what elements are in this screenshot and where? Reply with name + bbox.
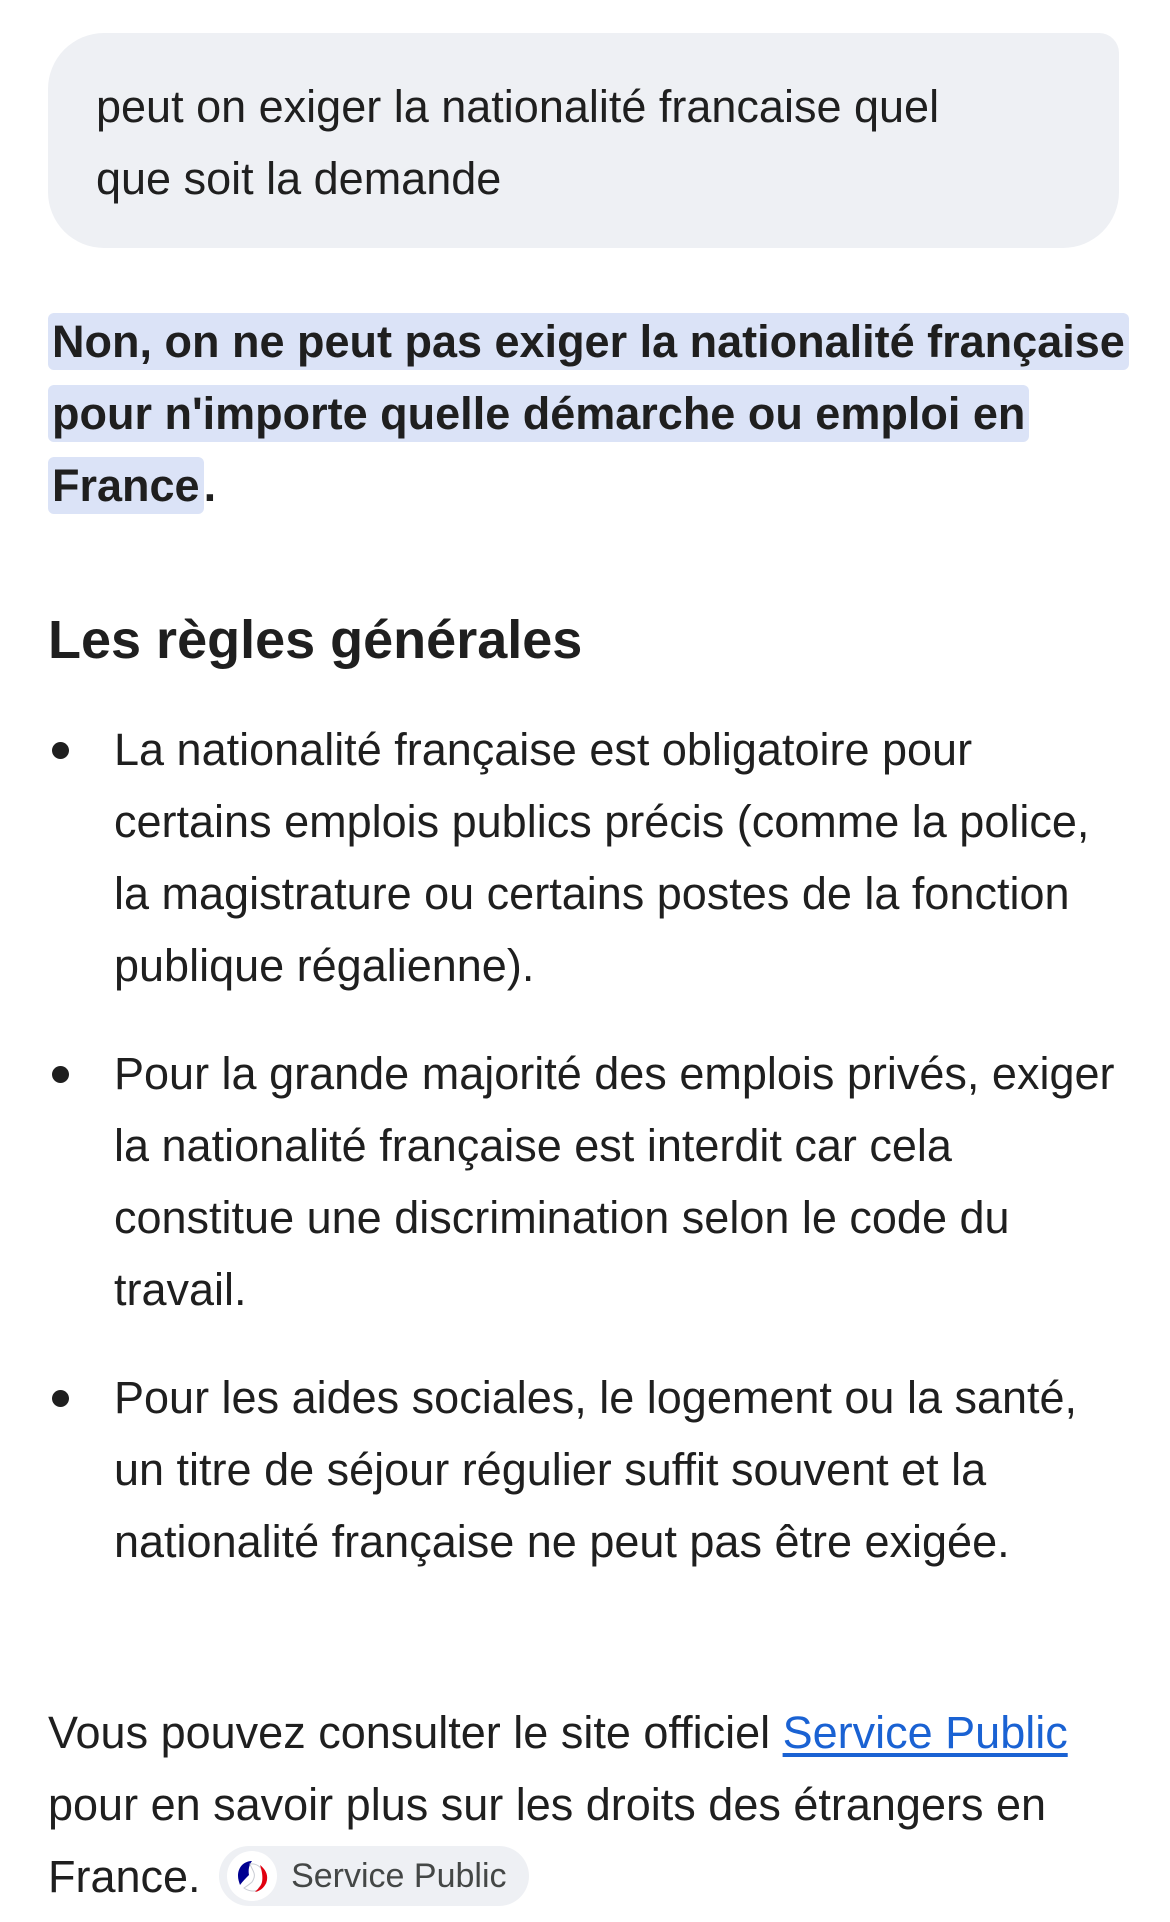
list-item-text: Pour la grande majorité des emplois privés, exiger la nationalité française est interdit car cela constitue une discrimination selon le code du travail. (114, 1048, 1115, 1315)
source-chip-label: Service Public (291, 1857, 507, 1896)
list-item (48, 1362, 1128, 1578)
rules-list (48, 714, 1128, 1614)
footer-paragraph (48, 1697, 1128, 1913)
footer-suffix: pour en savoir plus sur les droits des étrangers en France. (48, 1779, 1047, 1902)
list-item-text: La nationalité française est obligatoire pour certains emplois publics précis (comme la police, la magistrature ou certains postes de la fonction publique régalienne). (114, 724, 1090, 991)
list-item (48, 1038, 1128, 1326)
answer-summary (48, 306, 1128, 522)
answer-trailing-punctuation: . (203, 460, 217, 511)
section-heading: Les règles générales (48, 610, 583, 670)
bullet-dot-icon (52, 1066, 69, 1083)
answer-highlighted-text[interactable]: Non, on ne peut pas exiger la nationalité française pour n'importe quelle démarche ou emploi en France (48, 313, 1129, 514)
service-public-link[interactable]: Service Public (782, 1707, 1068, 1758)
footer-prefix: Vous pouvez consulter le site officiel (48, 1707, 783, 1758)
marianne-icon (227, 1851, 277, 1901)
list-item (48, 714, 1128, 1002)
bullet-dot-icon (52, 1390, 69, 1407)
user-message-line-2: que soit la demande (96, 153, 502, 204)
source-chip[interactable] (219, 1846, 528, 1906)
list-item-text: Pour les aides sociales, le logement ou la santé, un titre de séjour régulier suffit souvent et la nationalité française ne peut pas être exigée. (114, 1372, 1078, 1567)
user-message-line-1: peut on exiger la nationalité francaise quel (96, 81, 940, 132)
bullet-dot-icon (52, 742, 69, 759)
user-message-bubble (48, 33, 1119, 248)
